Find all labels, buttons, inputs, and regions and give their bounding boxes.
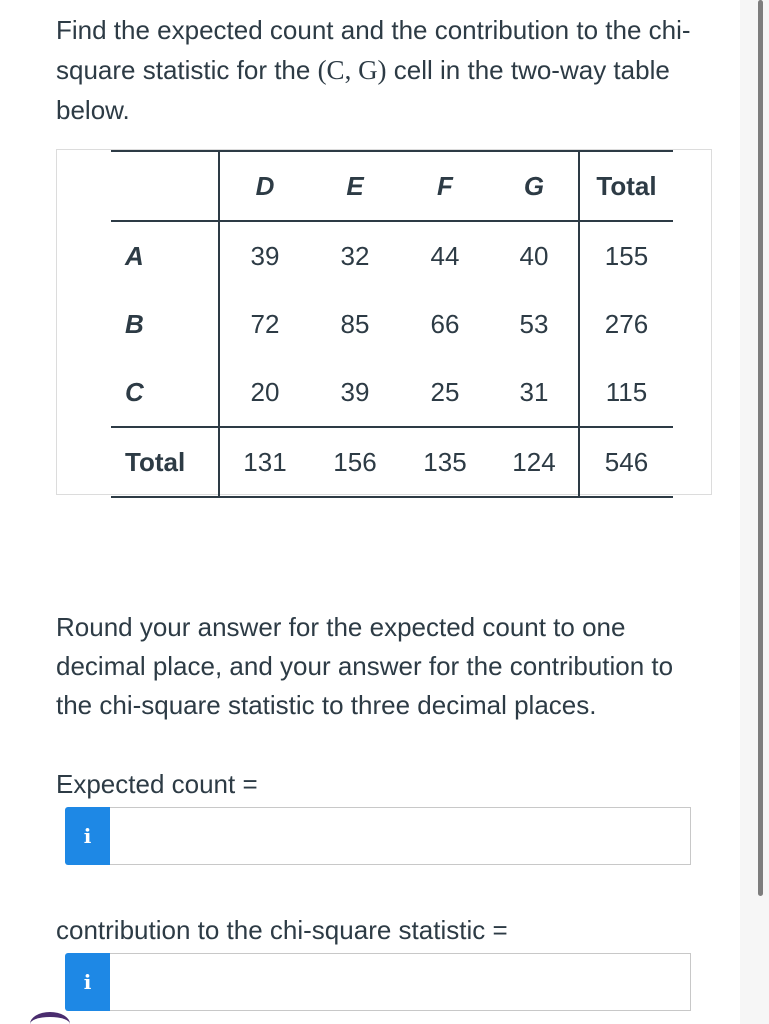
question-text-pre: Find the expected count and the contribution to the chi-square statistic for the bbox=[56, 15, 691, 85]
row-label-c: C bbox=[125, 376, 144, 407]
table-cell: 32 bbox=[340, 240, 370, 271]
table-row bbox=[111, 221, 673, 290]
rounding-instructions: Round your answer for the expected count to one decimal place, and your answer for the contribution to the chi-square statistic to three decimal places. bbox=[56, 612, 674, 720]
column-header-d: D bbox=[219, 151, 310, 221]
table-cell: 31 bbox=[519, 376, 549, 407]
expected-count-answer bbox=[65, 807, 691, 865]
two-way-table bbox=[111, 150, 673, 498]
page-gutter bbox=[740, 0, 769, 1024]
grand-total-cell: 546 bbox=[579, 427, 673, 497]
contribution-label: contribution to the chi-square statistic = bbox=[56, 915, 508, 945]
row-total-cell: 155 bbox=[579, 221, 673, 290]
table-cell: 85 bbox=[340, 308, 370, 339]
cell-reference: (C, G) bbox=[317, 55, 387, 85]
column-total-cell: 156 bbox=[310, 427, 400, 497]
row-total-cell: 115 bbox=[579, 358, 673, 427]
contribution-input[interactable] bbox=[110, 953, 691, 1011]
table-total-row bbox=[111, 427, 673, 497]
row-total-cell: 276 bbox=[579, 290, 673, 358]
scrollbar[interactable] bbox=[758, 0, 763, 896]
table-cell: 53 bbox=[519, 308, 549, 339]
table-cell: 72 bbox=[219, 290, 310, 358]
column-total-cell: 124 bbox=[490, 427, 579, 497]
table-cell: 40 bbox=[519, 240, 549, 271]
expected-count-label: Expected count = bbox=[56, 769, 258, 799]
table-cell: 44 bbox=[430, 240, 460, 271]
question-text-post: cell in the two-way table below. bbox=[56, 55, 670, 125]
contribution-answer bbox=[65, 953, 691, 1011]
table-cell: 66 bbox=[430, 308, 460, 339]
table-cell: 39 bbox=[340, 376, 370, 407]
table-cell: 20 bbox=[219, 358, 310, 427]
question-text bbox=[56, 10, 726, 130]
column-header-g: G bbox=[490, 151, 579, 221]
table-header-row bbox=[111, 151, 673, 221]
column-total-cell: 135 bbox=[400, 427, 490, 497]
column-total-cell: 131 bbox=[219, 427, 310, 497]
row-label-total: Total bbox=[111, 427, 219, 497]
expected-count-input[interactable] bbox=[110, 807, 691, 865]
table-cell: 39 bbox=[219, 221, 310, 290]
row-label-a: A bbox=[125, 240, 144, 271]
column-header-e: E bbox=[310, 151, 400, 221]
row-label-b: B bbox=[125, 308, 144, 339]
table-cell: 25 bbox=[430, 376, 460, 407]
column-header-total: Total bbox=[579, 151, 673, 221]
table-corner-cell bbox=[111, 151, 219, 221]
info-icon[interactable]: i bbox=[65, 807, 110, 865]
info-icon[interactable]: i bbox=[65, 953, 110, 1011]
decorative-arc-icon bbox=[30, 1012, 70, 1024]
table-row bbox=[111, 358, 673, 427]
table-row bbox=[111, 290, 673, 358]
column-header-f: F bbox=[400, 151, 490, 221]
